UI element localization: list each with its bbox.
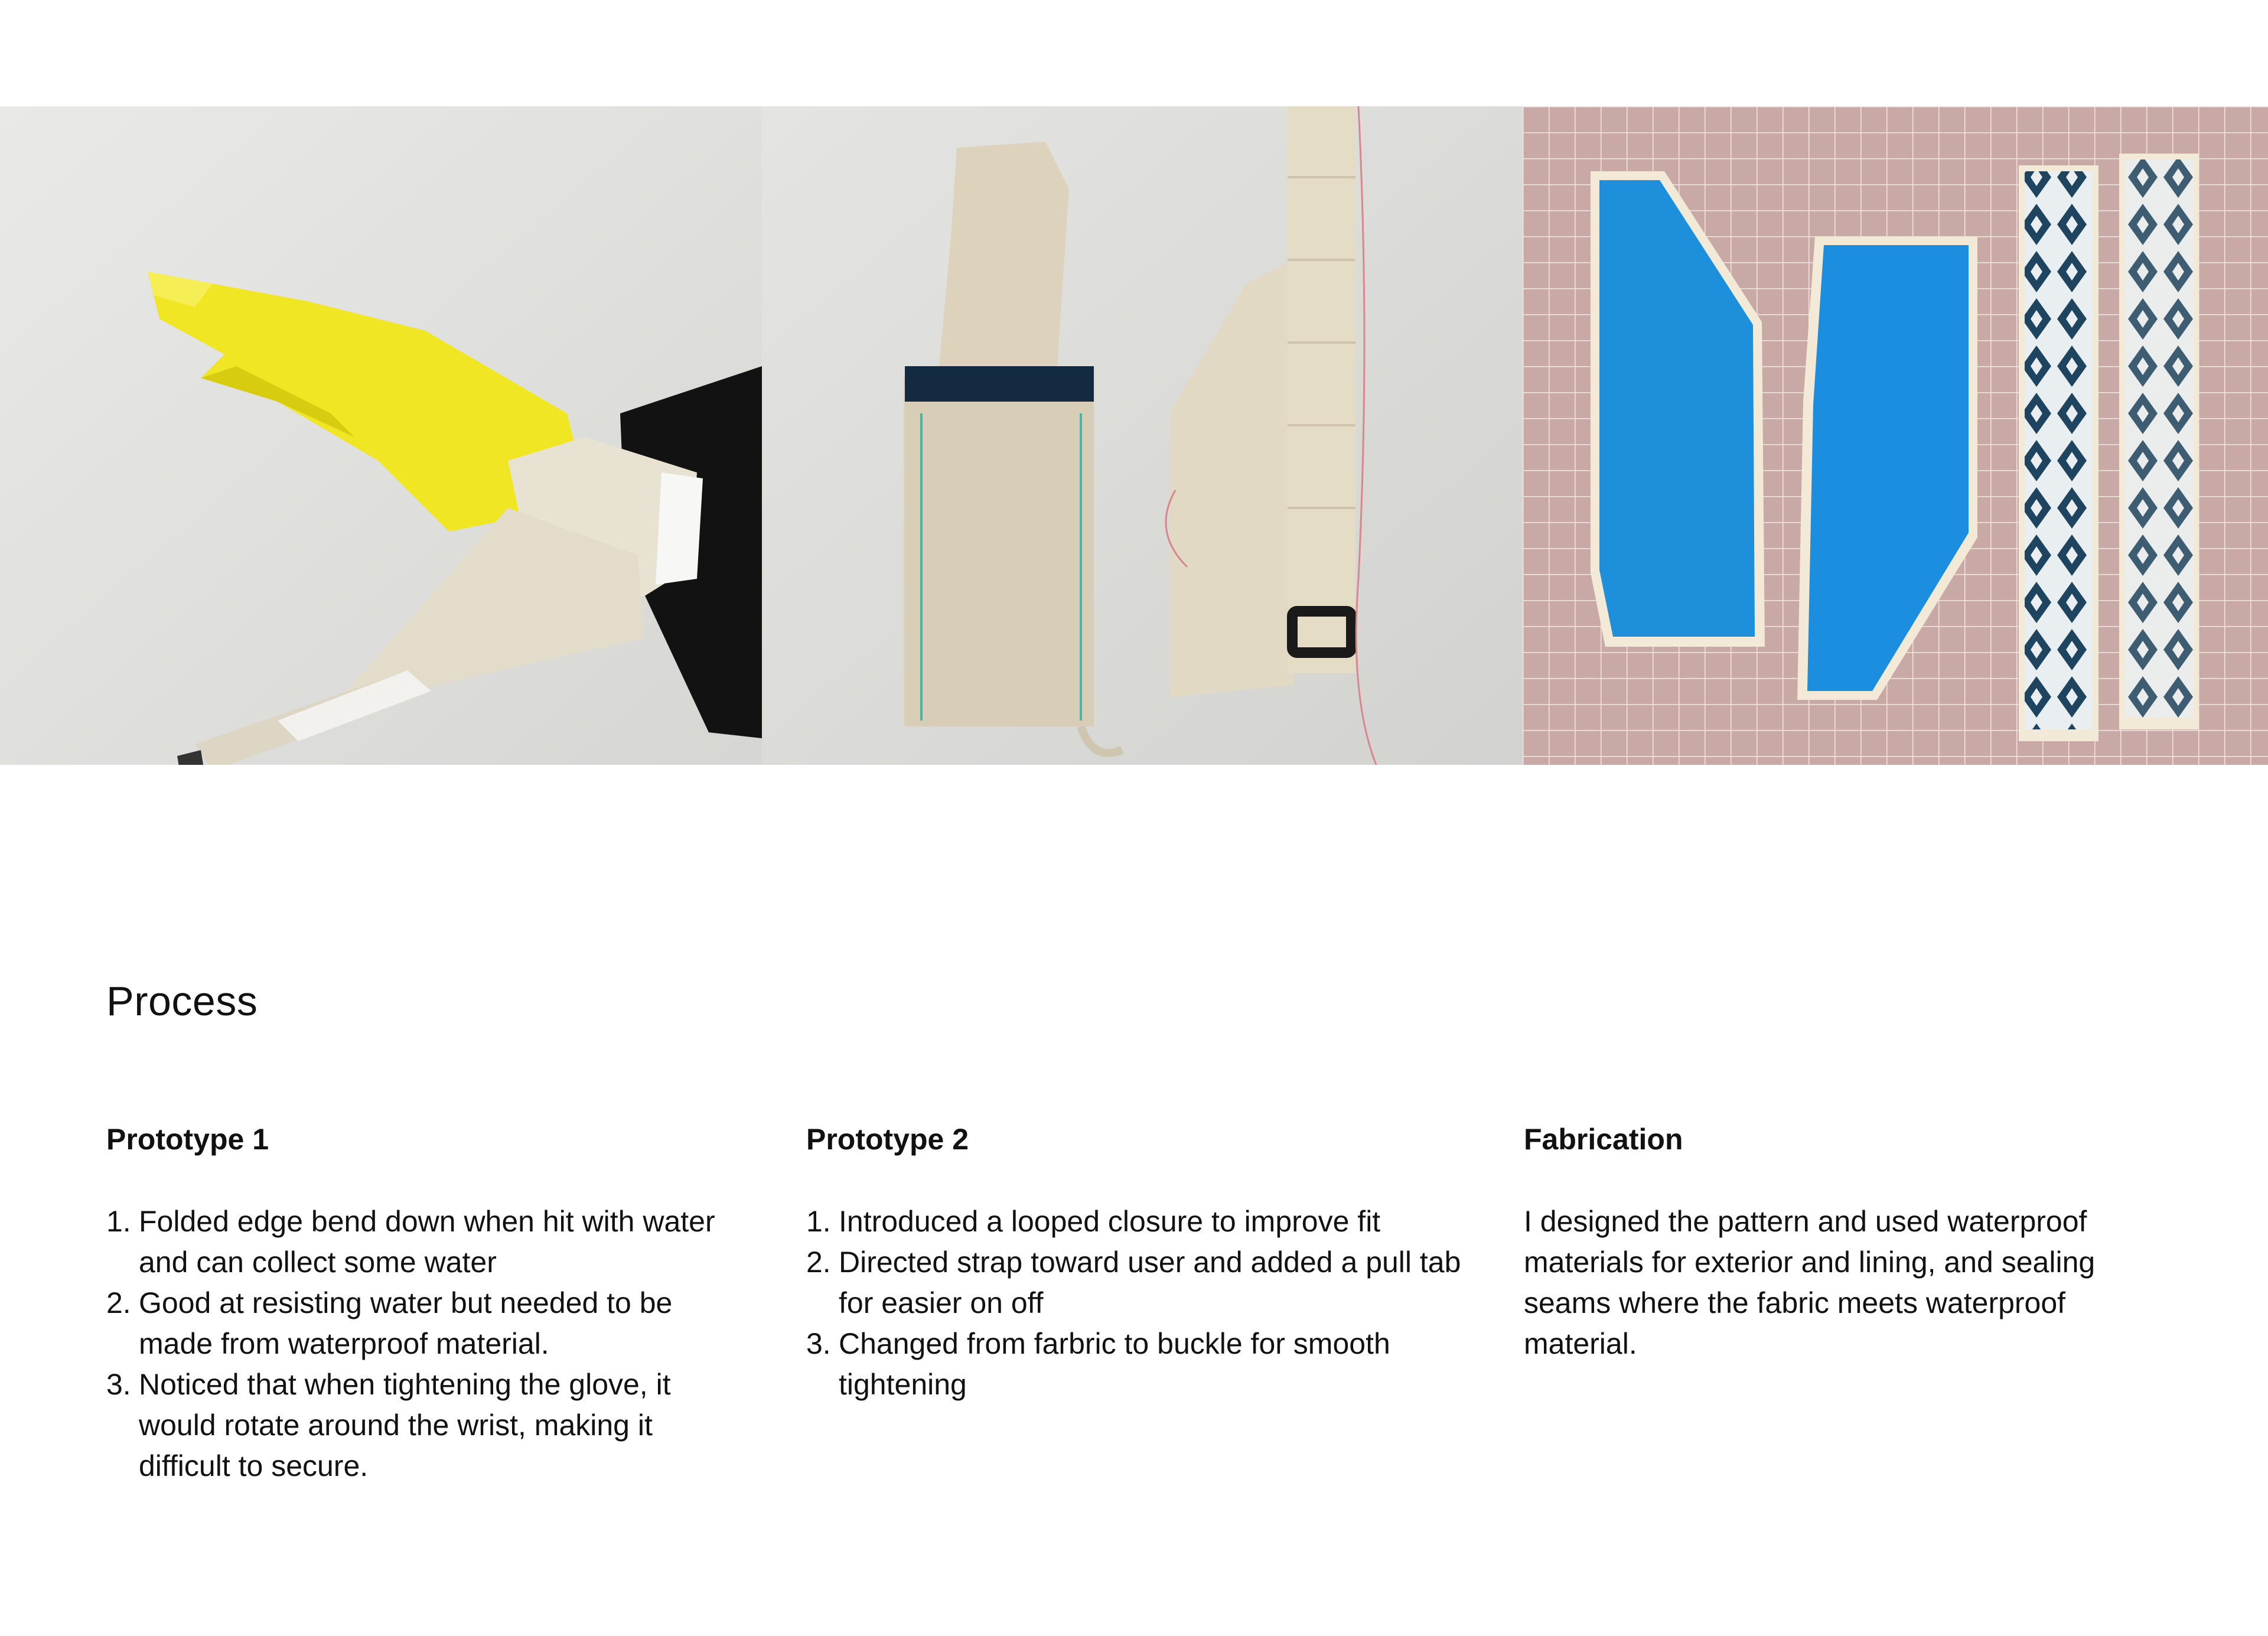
prototype-2-photo xyxy=(762,106,1523,765)
list-text: Changed from farbric to buckle for smooth tightening xyxy=(839,1327,1390,1401)
list-item xyxy=(106,1364,738,1487)
prototype-2-list xyxy=(806,1201,1474,1405)
list-text: Folded edge bend down when hit with water and can collect some water xyxy=(139,1205,715,1279)
column-title: Fabrication xyxy=(1524,1123,1683,1156)
fabrication-photo xyxy=(1523,106,2268,765)
list-number: 2. xyxy=(806,1246,831,1279)
list-text: Directed strap toward user and added a pull tab for easier on off xyxy=(839,1246,1461,1319)
list-text: Introduced a looped closure to improve fit xyxy=(839,1205,1381,1238)
column-title: Prototype 2 xyxy=(806,1123,969,1156)
list-number: 3. xyxy=(106,1368,131,1401)
prototype-2-column xyxy=(806,1119,1474,1405)
list-item xyxy=(806,1324,1474,1405)
prototype-1-column xyxy=(106,1119,738,1487)
list-item xyxy=(106,1283,738,1364)
column-title: Prototype 1 xyxy=(106,1123,269,1156)
list-text: Noticed that when tightening the glove, it would rotate around the wrist, making it difficult to secure. xyxy=(139,1368,671,1482)
list-item xyxy=(806,1242,1474,1324)
list-number: 1. xyxy=(106,1205,131,1238)
page-title: Process xyxy=(106,978,258,1024)
list-item xyxy=(106,1201,738,1283)
photo-strip xyxy=(0,106,2268,765)
prototype-1-list xyxy=(106,1201,738,1487)
list-text: Good at resisting water but needed to be made from waterproof material. xyxy=(139,1286,673,1360)
list-number: 1. xyxy=(806,1205,831,1238)
list-number: 3. xyxy=(806,1327,831,1360)
fabrication-paragraph: I designed the pattern and used waterproof materials for exterior and lining, and sealing seams where the fabric meets waterproof material. xyxy=(1524,1205,2096,1360)
list-item xyxy=(806,1201,1474,1242)
list-number: 2. xyxy=(106,1286,131,1319)
prototype-1-photo xyxy=(0,106,762,765)
fabrication-column xyxy=(1524,1119,2174,1364)
